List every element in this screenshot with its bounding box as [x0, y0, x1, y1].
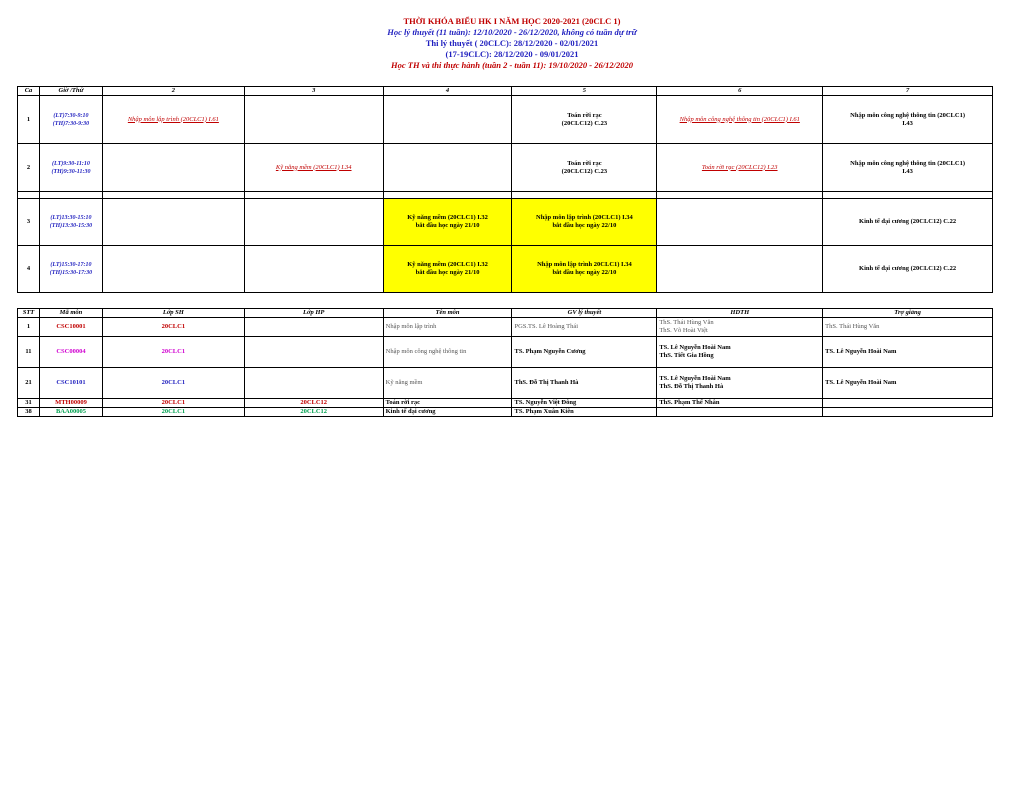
col-class-sh: Lớp SH — [102, 309, 244, 318]
ca-number: 2 — [18, 144, 40, 192]
cell-day-2 — [102, 246, 244, 293]
table-row — [18, 368, 993, 399]
header-exam-period: Thi lý thuyết ( 20CLC): 28/12/2020 - 02/01/2021 — [425, 38, 599, 48]
col-class-hp: Lớp HP — [244, 309, 383, 318]
course-name: Nhập môn công nghệ thông tin — [383, 337, 512, 368]
ca-number: 1 — [18, 96, 40, 144]
course-name: Kinh tế đại cương — [383, 408, 512, 417]
header-theory-period: Học lý thuyết (11 tuần): 12/10/2020 - 26/12/2020, không có tuần dự trữ — [387, 27, 637, 37]
header-exam-period-2: (17-19CLC): 28/12/2020 - 09/01/2021 — [445, 49, 579, 59]
lab-instructor: ThS. Thái Hùng Văn ThS. Võ Hoài Việt — [657, 318, 823, 337]
class-hp: 20CLC12 — [244, 399, 383, 408]
course-header-row — [18, 309, 993, 318]
class-hp — [244, 337, 383, 368]
schedule-row — [18, 199, 993, 246]
cell-day-6: Toán rời rạc (20CLC12) I.23 — [657, 144, 823, 192]
table-row — [18, 408, 993, 417]
header-title: THỜI KHÓA BIỂU HK I NĂM HỌC 2020-2021 (20CLC 1) — [403, 16, 621, 26]
col-course-name: Tên môn — [383, 309, 512, 318]
ca-number: 3 — [18, 199, 40, 246]
class-sh: 20CLC1 — [102, 318, 244, 337]
schedule-row — [18, 246, 993, 293]
class-sh: 20CLC1 — [102, 408, 244, 417]
schedule-separator — [18, 192, 993, 199]
course-code: MTH00009 — [39, 399, 102, 408]
course-name: Toán rời rạc — [383, 399, 512, 408]
course-name: Kỹ năng mềm — [383, 368, 512, 399]
stt: 21 — [18, 368, 40, 399]
cell-day-6 — [657, 199, 823, 246]
cell-day-3 — [244, 246, 383, 293]
time-slot: (LT)7:30-9:10 (TH)7:30-9:30 — [39, 96, 102, 144]
lab-instructor — [657, 408, 823, 417]
col-code: Mã môn — [39, 309, 102, 318]
class-sh: 20CLC1 — [102, 399, 244, 408]
lab-instructor: TS. Lê Nguyễn Hoài Nam ThS. Đỗ Thị Thanh Hà — [657, 368, 823, 399]
cell-day-3 — [244, 199, 383, 246]
cell-day-2 — [102, 144, 244, 192]
col-day-2: 2 — [102, 87, 244, 96]
cell-day-3: Kỹ năng mềm (20CLC1) I.34 — [244, 144, 383, 192]
teaching-assistant — [823, 408, 993, 417]
col-lecturer: GV lý thuyết — [512, 309, 657, 318]
stt: 11 — [18, 337, 40, 368]
lecturer: TS. Phạm Xuân Kiên — [512, 408, 657, 417]
ca-number: 4 — [18, 246, 40, 293]
col-day-7: 7 — [823, 87, 993, 96]
time-slot: (LT)9:30-11:10 (TH)9:30-11:30 — [39, 144, 102, 192]
course-code: BAA00005 — [39, 408, 102, 417]
lab-instructor: TS. Lê Nguyễn Hoài Nam ThS. Tiết Gia Hồng — [657, 337, 823, 368]
col-ca: Ca — [18, 87, 40, 96]
time-slot: (LT)15:30-17:10 (TH)15:30-17:30 — [39, 246, 102, 293]
cell-day-2: Nhập môn lập trình (20CLC1) I.61 — [102, 96, 244, 144]
col-day-3: 3 — [244, 87, 383, 96]
cell-day-4: Kỹ năng mềm (20CLC1) I.32 bắt đầu học ngày 21/10 — [383, 199, 512, 246]
schedule-table — [17, 86, 993, 293]
col-day-6: 6 — [657, 87, 823, 96]
course-info-table — [17, 308, 993, 417]
course-code: CSC10101 — [39, 368, 102, 399]
stt: 1 — [18, 318, 40, 337]
time-slot: (LT)13:30-15:10 (TH)13:30-15:30 — [39, 199, 102, 246]
cell-day-7: Kinh tế đại cương (20CLC12) C.22 — [823, 246, 993, 293]
cell-day-7: Kinh tế đại cương (20CLC12) C.22 — [823, 199, 993, 246]
teaching-assistant: TS. Lê Nguyễn Hoài Nam — [823, 368, 993, 399]
class-sh: 20CLC1 — [102, 337, 244, 368]
cell-day-4 — [383, 96, 512, 144]
col-lab-instructor: HDTH — [657, 309, 823, 318]
schedule-row — [18, 96, 993, 144]
cell-day-2 — [102, 199, 244, 246]
lecturer: TS. Nguyễn Việt Đông — [512, 399, 657, 408]
course-code: CSC10001 — [39, 318, 102, 337]
cell-day-7: Nhập môn công nghệ thông tin (20CLC1) I.43 — [823, 96, 993, 144]
cell-day-6 — [657, 246, 823, 293]
teaching-assistant — [823, 399, 993, 408]
col-day-5: 5 — [512, 87, 657, 96]
cell-day-3 — [244, 96, 383, 144]
col-day-4: 4 — [383, 87, 512, 96]
class-hp: 20CLC12 — [244, 408, 383, 417]
header-practice-period: Học TH và thi thực hành (tuần 2 - tuần 11): 19/10/2020 - 26/12/2020 — [391, 60, 633, 70]
col-teaching-assistant: Trợ giảng — [823, 309, 993, 318]
lecturer: ThS. Đỗ Thị Thanh Hà — [512, 368, 657, 399]
teaching-assistant: TS. Lê Nguyễn Hoài Nam — [823, 337, 993, 368]
cell-day-5: Toán rời rạc (20CLC12) C.23 — [512, 96, 657, 144]
cell-day-7: Nhập môn công nghệ thông tin (20CLC1) I.43 — [823, 144, 993, 192]
cell-day-5: Nhập môn lập trình 20CLC1) I.34 bắt đầu học ngày 22/10 — [512, 246, 657, 293]
class-hp — [244, 318, 383, 337]
lecturer: TS. Phạm Nguyễn Cương — [512, 337, 657, 368]
cell-day-4 — [383, 144, 512, 192]
cell-day-5: Nhập môn lập trình (20CLC1) I.34 bắt đầu học ngày 22/10 — [512, 199, 657, 246]
schedule-header-row — [18, 87, 993, 96]
teaching-assistant: ThS. Thái Hùng Văn — [823, 318, 993, 337]
class-sh: 20CLC1 — [102, 368, 244, 399]
table-row — [18, 318, 993, 337]
page-header — [0, 16, 1024, 71]
cell-day-6: Nhập môn công nghệ thông tin (20CLC1) I.61 — [657, 96, 823, 144]
table-row — [18, 337, 993, 368]
stt: 38 — [18, 408, 40, 417]
col-stt: STT — [18, 309, 40, 318]
lab-instructor: ThS. Phạm Thế Nhân — [657, 399, 823, 408]
course-name: Nhập môn lập trình — [383, 318, 512, 337]
stt: 31 — [18, 399, 40, 408]
lecturer: PGS.TS. Lê Hoàng Thái — [512, 318, 657, 337]
cell-day-5: Toán rời rạc (20CLC12) C.23 — [512, 144, 657, 192]
schedule-row — [18, 144, 993, 192]
course-code: CSC00004 — [39, 337, 102, 368]
col-time: Giờ /Thứ — [39, 87, 102, 96]
table-row — [18, 399, 993, 408]
cell-day-4: Kỹ năng mềm (20CLC1) I.32 bắt đầu học ngày 21/10 — [383, 246, 512, 293]
class-hp — [244, 368, 383, 399]
